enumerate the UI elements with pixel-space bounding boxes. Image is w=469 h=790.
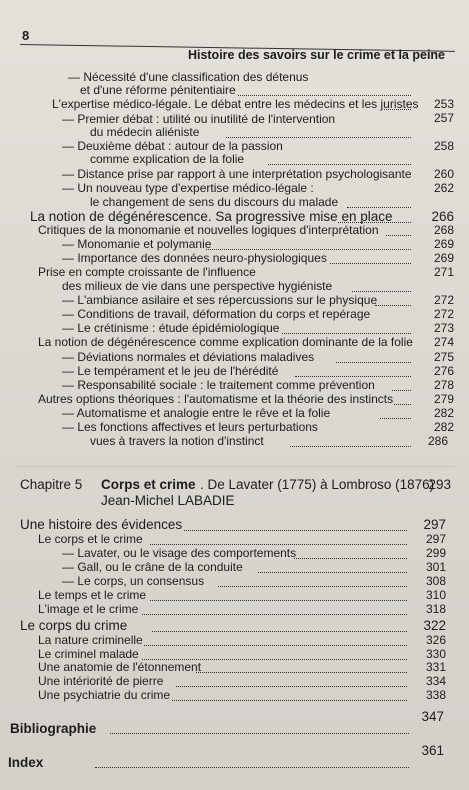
dot-leader: [110, 732, 409, 734]
entry-title: du médecin aliéniste: [90, 125, 200, 139]
dot-leader: [142, 613, 407, 615]
entry-title: et d'une réforme pénitentiaire: [80, 83, 236, 97]
entry-title: La nature criminelle: [38, 633, 143, 647]
entry-title: Critiques de la monomanie et nouvelles logiques d'interprétation: [38, 223, 379, 237]
toc-entry[interactable]: [0, 209, 469, 223]
toc-entry[interactable]: [0, 237, 469, 251]
toc-entry[interactable]: [0, 265, 469, 279]
toc-entry[interactable]: [0, 406, 469, 420]
page-ref: 274: [433, 335, 454, 349]
entry-title: — Importance des données neuro-physiologiques: [62, 251, 327, 265]
entry-title: Une histoire des évidences: [20, 517, 183, 532]
page-ref: 322: [423, 618, 446, 633]
dot-leader: [294, 557, 407, 559]
page-ref: 276: [433, 364, 454, 378]
entry-title: le changement de sens du discours du malade: [90, 195, 339, 209]
entry-title: des milieux de vie dans une perspective hygiéniste: [62, 279, 333, 293]
entry-title: L'image et le crime: [38, 602, 139, 616]
dot-leader: [375, 304, 411, 306]
toc-entry[interactable]: [0, 420, 469, 434]
entry-title: La notion de dégénérescence comme explication dominante de la folie: [38, 335, 413, 349]
toc-entry[interactable]: [0, 560, 469, 574]
toc-entry[interactable]: [0, 279, 469, 293]
toc-entry[interactable]: [0, 392, 469, 406]
chapter-title-rest: . De Lavater (1775) à Lombroso (1876): [200, 477, 435, 492]
page-ref: 293: [428, 477, 451, 492]
toc-entry[interactable]: [0, 307, 469, 321]
page-ref: 331: [425, 660, 446, 674]
dot-leader: [176, 685, 407, 687]
entry-title: L'expertise médico-légale. Le débat entre les médecins et les juristes: [52, 97, 419, 111]
running-title: Histoire des savoirs sur le crime et la peine: [187, 48, 445, 62]
dot-leader: [150, 599, 407, 601]
entry-title: Le corps et le crime: [38, 532, 143, 546]
entry-title: Une psychiatrie du crime: [38, 688, 171, 702]
page-number: 8: [22, 28, 30, 43]
dot-leader: [258, 571, 407, 573]
page-ref: 278: [433, 378, 454, 392]
entry-title: Bibliographie: [10, 721, 97, 736]
toc-entry[interactable]: [0, 293, 469, 307]
dot-leader: [347, 206, 411, 208]
entry-title: — Le crétinisme : étude épidémiologique: [62, 321, 280, 335]
dot-leader: [172, 699, 407, 701]
entry-title: La notion de dégénérescence. Sa progressive mise en place: [30, 209, 393, 224]
dot-leader: [95, 766, 409, 768]
bibliography-entry[interactable]: [0, 709, 469, 742]
page-ref: 266: [431, 209, 454, 224]
toc-entry[interactable]: [0, 152, 469, 166]
entry-title: Le corps du crime: [20, 618, 128, 633]
page-ref: 269: [433, 251, 454, 265]
toc-entry[interactable]: [0, 181, 469, 195]
toc-entry[interactable]: [0, 618, 469, 632]
toc-entry[interactable]: [0, 97, 469, 111]
page-ref: 297: [423, 517, 446, 532]
entry-title: Prise en compte croissante de l'influence: [38, 265, 256, 279]
entry-title: — Monomanie et polymanie: [62, 237, 212, 251]
page-ref: 260: [433, 167, 454, 181]
toc-entry[interactable]: [0, 167, 469, 181]
dot-leader: [144, 644, 407, 646]
toc-entry[interactable]: [0, 70, 469, 84]
toc-entry[interactable]: [0, 602, 469, 616]
toc-entry[interactable]: [0, 633, 469, 647]
page-ref: 326: [425, 633, 446, 647]
page-ref: 297: [425, 532, 446, 546]
dot-leader: [268, 163, 411, 165]
dot-leader: [290, 445, 411, 447]
toc-entry[interactable]: [0, 223, 469, 237]
page-ref: 318: [425, 602, 446, 616]
dot-leader: [218, 585, 407, 587]
entry-title: — Nécessité d'une classification des détenus: [68, 70, 309, 84]
entry-title: Le criminel malade: [38, 647, 139, 661]
toc-entry[interactable]: [0, 688, 469, 702]
dot-leader: [386, 234, 411, 236]
page-ref: 282: [433, 406, 454, 420]
toc-entry[interactable]: [0, 532, 469, 546]
page-ref: 308: [425, 574, 446, 588]
toc-entry[interactable]: [0, 321, 469, 335]
chapter-title-bold: Corps et crime: [101, 477, 196, 492]
page-ref: 338: [425, 688, 446, 702]
toc-entry[interactable]: [0, 588, 469, 602]
entry-title: — Automatisme et analogie entre le rêve et la folie: [62, 406, 331, 420]
chapter-label: Chapitre 5: [20, 477, 83, 492]
dot-leader: [150, 543, 407, 545]
page-ref: 361: [421, 743, 444, 758]
page-ref: 334: [425, 674, 446, 688]
entry-title: — Distance prise par rapport à une interprétation psychologisante: [62, 167, 412, 181]
page-ref: 257: [433, 111, 454, 125]
page-ref: 272: [433, 293, 454, 307]
page-ref: 268: [433, 223, 454, 237]
page-ref: 258: [433, 139, 454, 153]
toc-entry[interactable]: [0, 378, 469, 392]
entry-title: Une intériorité de pierre: [38, 674, 164, 688]
entry-title: — Premier débat : utilité ou inutilité de l'intervention: [62, 112, 336, 126]
page-ref: 301: [425, 560, 446, 574]
entry-title: comme explication de la folie: [90, 152, 245, 166]
toc-entry[interactable]: [0, 660, 469, 674]
dot-leader: [295, 375, 411, 377]
dot-leader: [282, 332, 411, 334]
dot-leader: [394, 403, 411, 405]
page-ref: 253: [433, 97, 454, 111]
dot-leader: [352, 290, 411, 292]
dot-leader: [226, 136, 411, 138]
page-ref: 273: [433, 321, 454, 335]
page-ref: 286: [427, 434, 448, 448]
dot-leader: [336, 361, 411, 363]
dot-leader: [196, 671, 407, 673]
dot-leader: [380, 417, 411, 419]
toc-entry[interactable]: [0, 195, 469, 209]
entry-title: Index: [8, 755, 44, 770]
toc-entry[interactable]: [0, 139, 469, 153]
entry-title: — Les fonctions affectives et leurs perturbations: [62, 420, 318, 434]
entry-title: — Déviations normales et déviations maladives: [62, 350, 315, 364]
entry-title: — L'ambiance asilaire et ses répercussions sur le physique: [62, 293, 378, 307]
page-ref: 310: [425, 588, 446, 602]
dot-leader: [184, 529, 407, 531]
toc-entry[interactable]: [0, 674, 469, 688]
page-ref: 262: [433, 181, 454, 195]
dot-leader: [384, 108, 411, 110]
dot-leader: [238, 94, 411, 96]
page-ref: 279: [433, 392, 454, 406]
chapter-heading[interactable]: [0, 478, 469, 512]
toc-entry[interactable]: [0, 83, 469, 97]
entry-title: — Lavater, ou le visage des comportements: [62, 546, 297, 560]
toc-entry[interactable]: [0, 517, 469, 531]
dot-leader: [330, 262, 411, 264]
page-ref: 330: [425, 647, 446, 661]
entry-title: vues à travers la notion d'instinct: [90, 434, 264, 448]
toc-entry[interactable]: [0, 647, 469, 661]
entry-title: — Gall, ou le crâne de la conduite: [62, 560, 243, 574]
chapter-author: Jean-Michel LABADIE: [101, 493, 235, 508]
toc-entry[interactable]: [0, 335, 469, 349]
toc-entry[interactable]: [0, 112, 469, 126]
entry-title: Le temps et le crime: [38, 588, 147, 602]
entry-title: — Le tempérament et le jeu de l'hérédité: [62, 364, 279, 378]
dot-leader: [392, 389, 411, 391]
page-ref: 272: [433, 307, 454, 321]
page-ref: 282: [433, 420, 454, 434]
entry-title: Une anatomie de l'étonnement: [38, 660, 202, 674]
toc-entry[interactable]: [0, 434, 469, 448]
entry-title: — Responsabilité sociale : le traitement comme prévention: [62, 378, 375, 392]
toc-entry[interactable]: [0, 350, 469, 364]
entry-title: — Conditions de travail, déformation du corps et repérage: [62, 307, 371, 321]
toc-entry[interactable]: [0, 364, 469, 378]
page-ref: 269: [433, 237, 454, 251]
dot-leader: [206, 248, 411, 250]
toc-entry[interactable]: [0, 125, 469, 139]
page-ref: 347: [421, 709, 444, 724]
entry-title: — Deuxième débat : autour de la passion: [62, 139, 283, 153]
toc-entry[interactable]: [0, 574, 469, 588]
index-entry[interactable]: [0, 743, 469, 776]
dot-leader: [152, 630, 407, 632]
entry-title: Autres options théoriques : l'automatisme et la théorie des instincts: [38, 392, 394, 406]
entry-title: — Un nouveau type d'expertise médico-légale :: [62, 181, 314, 195]
entry-title: — Le corps, un consensus: [62, 574, 205, 588]
page-ref: 271: [433, 265, 454, 279]
toc-entry[interactable]: [0, 251, 469, 265]
toc-entry[interactable]: [0, 546, 469, 560]
page-ref: 299: [425, 546, 446, 560]
page-ref: 275: [433, 350, 454, 364]
